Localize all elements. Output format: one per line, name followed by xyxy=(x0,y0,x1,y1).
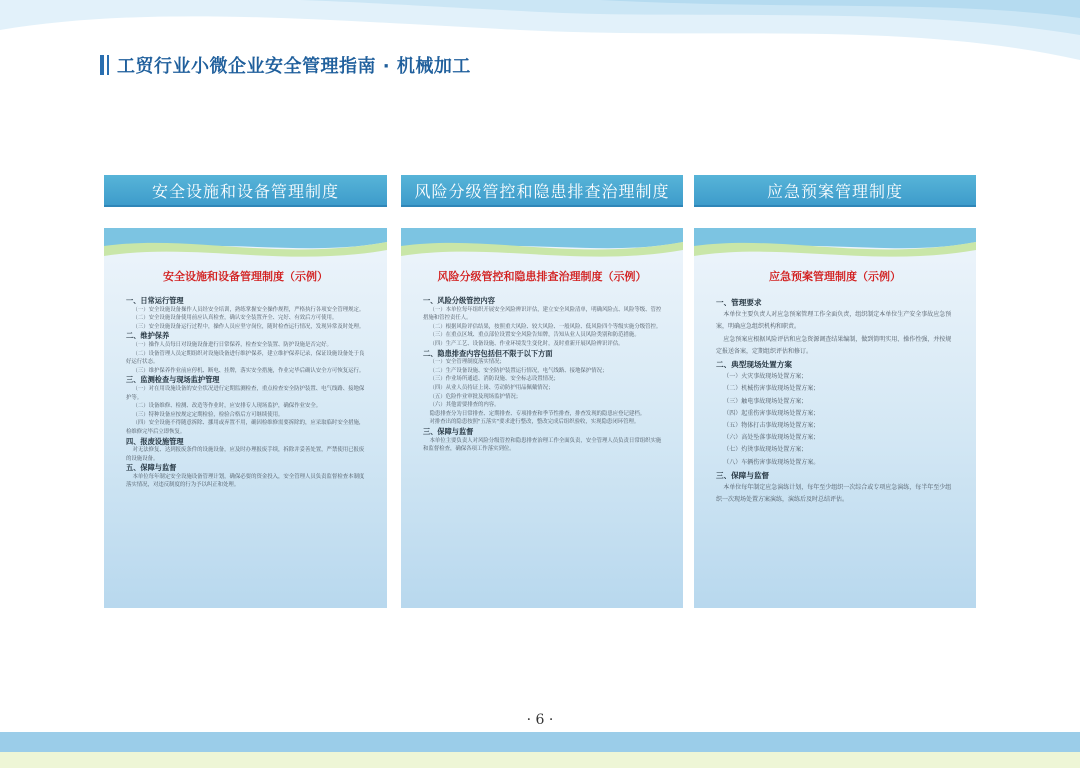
paragraph-text: 本单位每年制定应急演练计划，每年至少组织一次综合或专项应急演练，每半年至少组织一次现场处置方案演练，演练后及时总结评估。 xyxy=(716,484,952,504)
paragraph-text: （一）安全设施设备操作人员经安全培训，熟练掌握安全操作规程，严格执行各项安全管理规定。 xyxy=(132,306,365,313)
panel-body xyxy=(716,296,956,506)
section-heading: 一、管理要求 xyxy=(716,298,762,307)
paragraph-text: （三）特种设备应按规定定期检验，检验合格后方可继续使用。 xyxy=(132,411,284,418)
paragraph-text: （一）操作人员每日对设施设备进行日常保养，检查安全装置、防护设施是否完好。 xyxy=(132,341,332,348)
section-heading: 四、报废设施管理 xyxy=(126,436,184,446)
section-heading: 五、保障与监督 xyxy=(126,463,177,473)
paragraph-text: （三）安全设施设备运行过程中，操作人员应坚守岗位，随时检查运行情况，发现异常及时处理。 xyxy=(132,323,365,330)
paragraph-text: （二）设备管理人员定期组织对设施设备进行维护保养，建立维护保养记录，保证设施设备处于良好运行状态。 xyxy=(126,350,365,366)
paragraph-text: 应急预案应根据风险评估和应急资源调查结果编制，做到简明实用、操作性强，并按规定报送备案，定期组织评估和修订。 xyxy=(716,335,952,355)
section-heading: 三、保障与监督 xyxy=(423,426,474,436)
section-heading: 二、隐患排查内容包括但不限于以下方面 xyxy=(423,348,553,358)
footer-band-green xyxy=(0,752,1080,768)
paragraph-text: （四）从业人员持证上岗、劳动防护用品佩戴情况； xyxy=(429,384,554,391)
paragraph-text: 本单位主要负责人对风险分级管控和隐患排查治理工作全面负责，安全管理人员负责日常组织实施和监督检查，确保各项工作落实到位。 xyxy=(423,437,662,453)
panel-title: 应急预案管理制度（示例） xyxy=(769,270,901,283)
section-heading: 二、维护保养 xyxy=(126,331,170,341)
page-number: · 6 · xyxy=(526,712,554,728)
paragraph-text: （二）设备维修、检测、改造等作业时，应安排专人现场监护，确保作业安全。 xyxy=(132,403,322,410)
paragraph-text: （八）车辆伤害事故现场处置方案。 xyxy=(723,458,820,466)
paragraph-text: （三）触电事故现场处置方案； xyxy=(723,397,808,405)
paragraph-text: （六）高处坠落事故现场处置方案； xyxy=(723,434,820,442)
panel-title: 风险分级管控和隐患排查治理制度（示例） xyxy=(437,270,647,283)
paragraph-text: （二）根据风险评估结果，按照重大风险、较大风险、一般风险、低风险四个等级实施分级管控。 xyxy=(429,323,662,330)
panel-wave xyxy=(104,228,387,268)
paragraph-text: （二）生产设备设施、安全防护装置运行情况，电气线路、接地保护情况； xyxy=(429,367,608,374)
section-heading: 三、保障与监督 xyxy=(716,470,770,480)
paragraph-text: （一）火灾事故现场处置方案； xyxy=(723,373,808,381)
section-heading: 二、典型现场处置方案 xyxy=(716,360,792,370)
header-accent-bar-thin xyxy=(107,55,109,75)
section-heading: 一、日常运行管理 xyxy=(126,296,184,305)
paragraph-text: （五）危险作业审批及现场监护情况； xyxy=(429,393,522,400)
page-title: 工贸行业小微企业安全管理指南 · 机械加工 xyxy=(117,56,471,77)
tab-emergency-plan: 应急预案管理制度 xyxy=(694,175,976,207)
paragraph-text: （三）维护保养作业前应停机、断电、挂牌，落实安全措施，作业完毕后确认安全方可恢复运行。 xyxy=(132,367,365,374)
paragraph-text: （一）安全管理制度落实情况； xyxy=(429,359,505,366)
header-accent-bar xyxy=(100,55,104,75)
panel-body xyxy=(423,296,663,454)
paragraph-text: （四）起重伤害事故现场处置方案； xyxy=(723,409,820,417)
panel-body xyxy=(126,296,367,490)
paragraph-text: （四）生产工艺、设备设施、作业环境发生变化时，及时重新开展风险辨识评估。 xyxy=(429,340,624,347)
footer-band-blue xyxy=(0,732,1080,752)
paragraph-text: 对排查出的隐患按照"五落实"要求进行整改，整改完成后组织验收，实现隐患闭环管理。 xyxy=(429,419,640,426)
panel-wave xyxy=(401,228,683,268)
tab-facility-equipment: 安全设施和设备管理制度 xyxy=(104,175,387,207)
paragraph-text: （五）物体打击事故现场处置方案； xyxy=(723,422,820,430)
paragraph-text: 本单位每年制定安全设施设备管理计划，确保必要的资金投入，安全管理人员负责监督检查本制度落实情况，对违反制度的行为予以纠正和处理。 xyxy=(126,473,365,489)
paragraph-text: 对无法修复、达到报废条件的设施设备，应及时办理报废手续，拆除并妥善处置，严禁使用已报废的设施设备。 xyxy=(126,447,365,462)
paragraph-text: （三）在重点区域、重点部位设置安全风险告知牌，告知从业人员风险类别和防范措施。 xyxy=(429,332,640,339)
tab-risk-hazard: 风险分级管控和隐患排查治理制度 xyxy=(401,175,683,207)
section-heading: 一、风险分级管控内容 xyxy=(423,296,495,305)
panel-wave xyxy=(694,228,976,268)
paragraph-text: （七）灼烫事故现场处置方案； xyxy=(723,446,808,454)
paragraph-text: （一）对在用设施设备的安全状况进行定期监测检查，重点检查安全防护装置、电气线路、接地保护等。 xyxy=(126,385,365,401)
paragraph-text: （一）本单位每年组织开展安全风险辨识评估，建立安全风险清单，明确风险点、风险等级、管控措施和管控责任人。 xyxy=(423,306,662,322)
document-panel-emergency-plan xyxy=(694,228,976,608)
section-heading: 三、监测检查与现场监护管理 xyxy=(126,375,220,385)
paragraph-text: （四）安全设施不得随意拆除、挪用或弃置不用，确因检维修需要拆除的，应采取临时安全措施，检维修完毕后立即恢复。 xyxy=(126,420,365,435)
paragraph-text: （三）作业场所通道、消防设施、安全标志设置情况； xyxy=(429,376,559,383)
paragraph-text: 隐患排查分为日常排查、定期排查、专项排查和季节性排查，排查发现的隐患应登记建档。 xyxy=(429,410,646,417)
paragraph-text: 本单位主要负责人对应急预案管理工作全面负责，组织制定本单位生产安全事故应急预案，明确应急组织机构和职责。 xyxy=(716,311,952,331)
paragraph-text: （二）机械伤害事故现场处置方案； xyxy=(723,385,820,393)
document-panel-risk-hazard xyxy=(401,228,683,608)
panel-title: 安全设施和设备管理制度（示例） xyxy=(163,270,328,283)
paragraph-text: （二）安全设施设备使用前应认真检查，确认安全装置齐全、完好、有效后方可使用。 xyxy=(132,315,338,322)
document-panel-facility-equipment xyxy=(104,228,387,608)
page-header xyxy=(100,52,471,78)
paragraph-text: （六）其他需要排查的内容。 xyxy=(429,402,500,409)
